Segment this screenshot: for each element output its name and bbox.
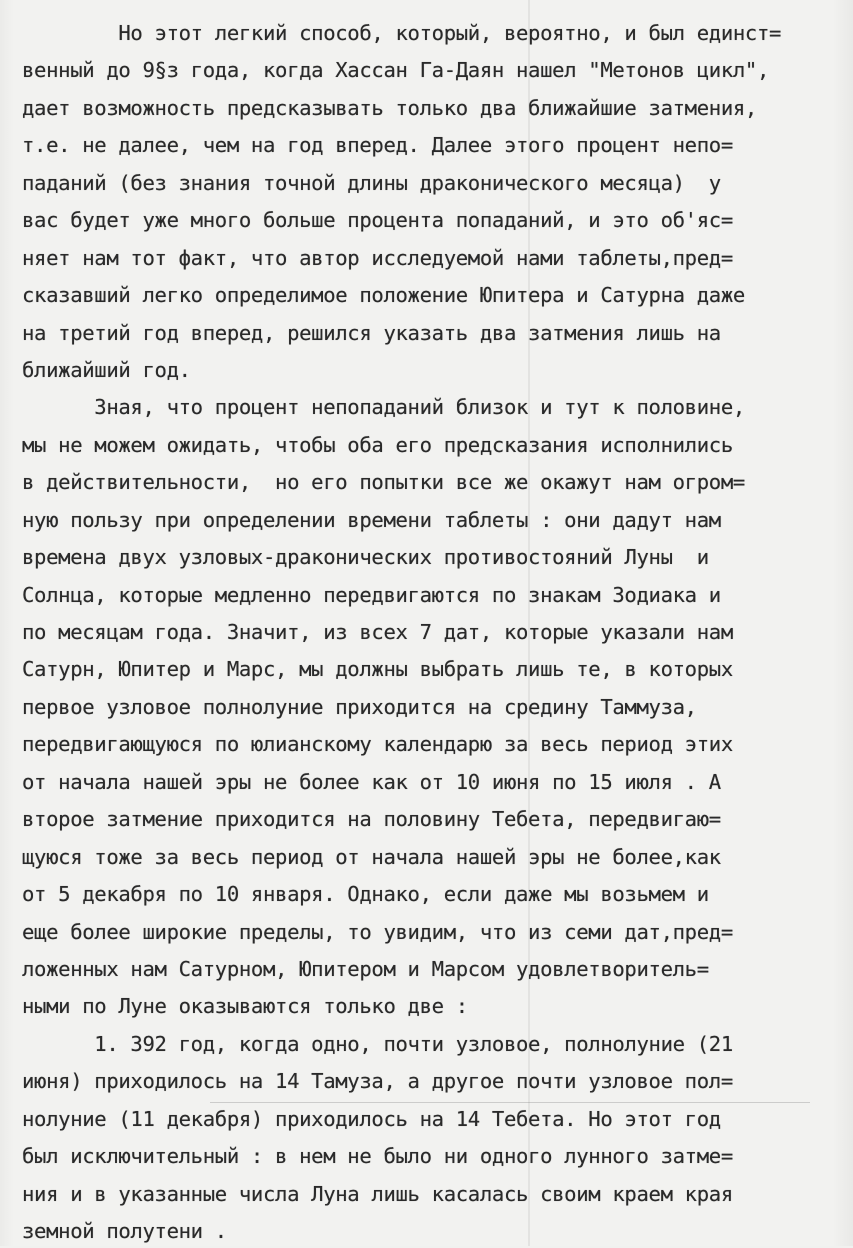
text-line: Солнца, которые медленно передвигаются по знакам Зодиака и — [22, 583, 721, 607]
text-line: на третий год вперед, решился указать два затмения лишь на — [22, 321, 721, 345]
text-line: от начала нашей эры не более как от 10 июня по 15 июля . А — [22, 770, 721, 794]
text-line: первое узловое полнолуние приходится на средину Таммуза, — [22, 695, 697, 719]
text-line: земной полутени . — [22, 1219, 227, 1243]
text-line: вас будет уже много больше процента попаданий, и это об'яс= — [22, 208, 733, 232]
text-line: сказавший легко определимое положение Юпитера и Сатурна даже — [22, 283, 745, 307]
text-line: по месяцам года. Значит, из всех 7 дат, которые указали нам — [22, 620, 733, 644]
text-line: т.е. не далее, чем на год вперед. Далее этого процент непо= — [22, 133, 733, 157]
text-line: ными по Луне оказываются только две : — [22, 994, 468, 1018]
text-line: времена двух узловых-драконических противостояний Луны и — [22, 545, 709, 569]
text-line: Но этот легкий способ, который, вероятно, и был единст= — [22, 21, 782, 45]
text-line: 1. 392 год, когда одно, почти узловое, полнолуние (21 — [22, 1032, 733, 1056]
text-line: нолуние (11 декабря) приходилось на 14 Тебета. Но этот год — [22, 1107, 721, 1131]
text-line: Зная, что процент непопаданий близок и тут к половине, — [22, 395, 745, 419]
text-line: ближайший год. — [22, 358, 191, 382]
text-line: еще более широкие пределы, то увидим, что из семи дат,пред= — [22, 920, 733, 944]
text-line: ложенных нам Сатурном, Юпитером и Марсом удовлетворитель= — [22, 957, 709, 981]
text-line: паданий (без знания точной длины драконического месяца) у — [22, 171, 721, 195]
text-line: ную пользу при определении времени таблеты : они дадут нам — [22, 508, 721, 532]
text-line: июня) приходилось на 14 Тамуза, а другое почти узловое пол= — [22, 1069, 733, 1093]
text-line: в действительности, но его попытки все же окажут нам огром= — [22, 470, 745, 494]
text-line: щуюся тоже за весь период от начала нашей эры не более,как — [22, 845, 721, 869]
text-line: от 5 декабря по 10 января. Однако, если даже мы возьмем и — [22, 882, 709, 906]
text-line: мы не можем ожидать, чтобы оба его предсказания исполнились — [22, 433, 733, 457]
text-line: ния и в указанные числа Луна лишь касалась своим краем края — [22, 1182, 733, 1206]
text-line: второе затмение приходится на половину Тебета, передвигаю= — [22, 807, 721, 831]
text-line: венный до 9§з года, когда Хассан Га-Даян нашел "Метонов цикл", — [22, 58, 770, 82]
text-line: передвигающуюся по юлианскому календарю за весь период этих — [22, 732, 733, 756]
text-line: был исключительный : в нем не было ни одного лунного затме= — [22, 1144, 733, 1168]
text-line: дает возможность предсказывать только два ближайшие затмения, — [22, 96, 757, 120]
text-line: Сатурн, Юпитер и Марс, мы должны выбрать лишь те, в которых — [22, 657, 733, 681]
text-line: няет нам тот факт, что автор исследуемой нами таблеты,пред= — [22, 246, 733, 270]
